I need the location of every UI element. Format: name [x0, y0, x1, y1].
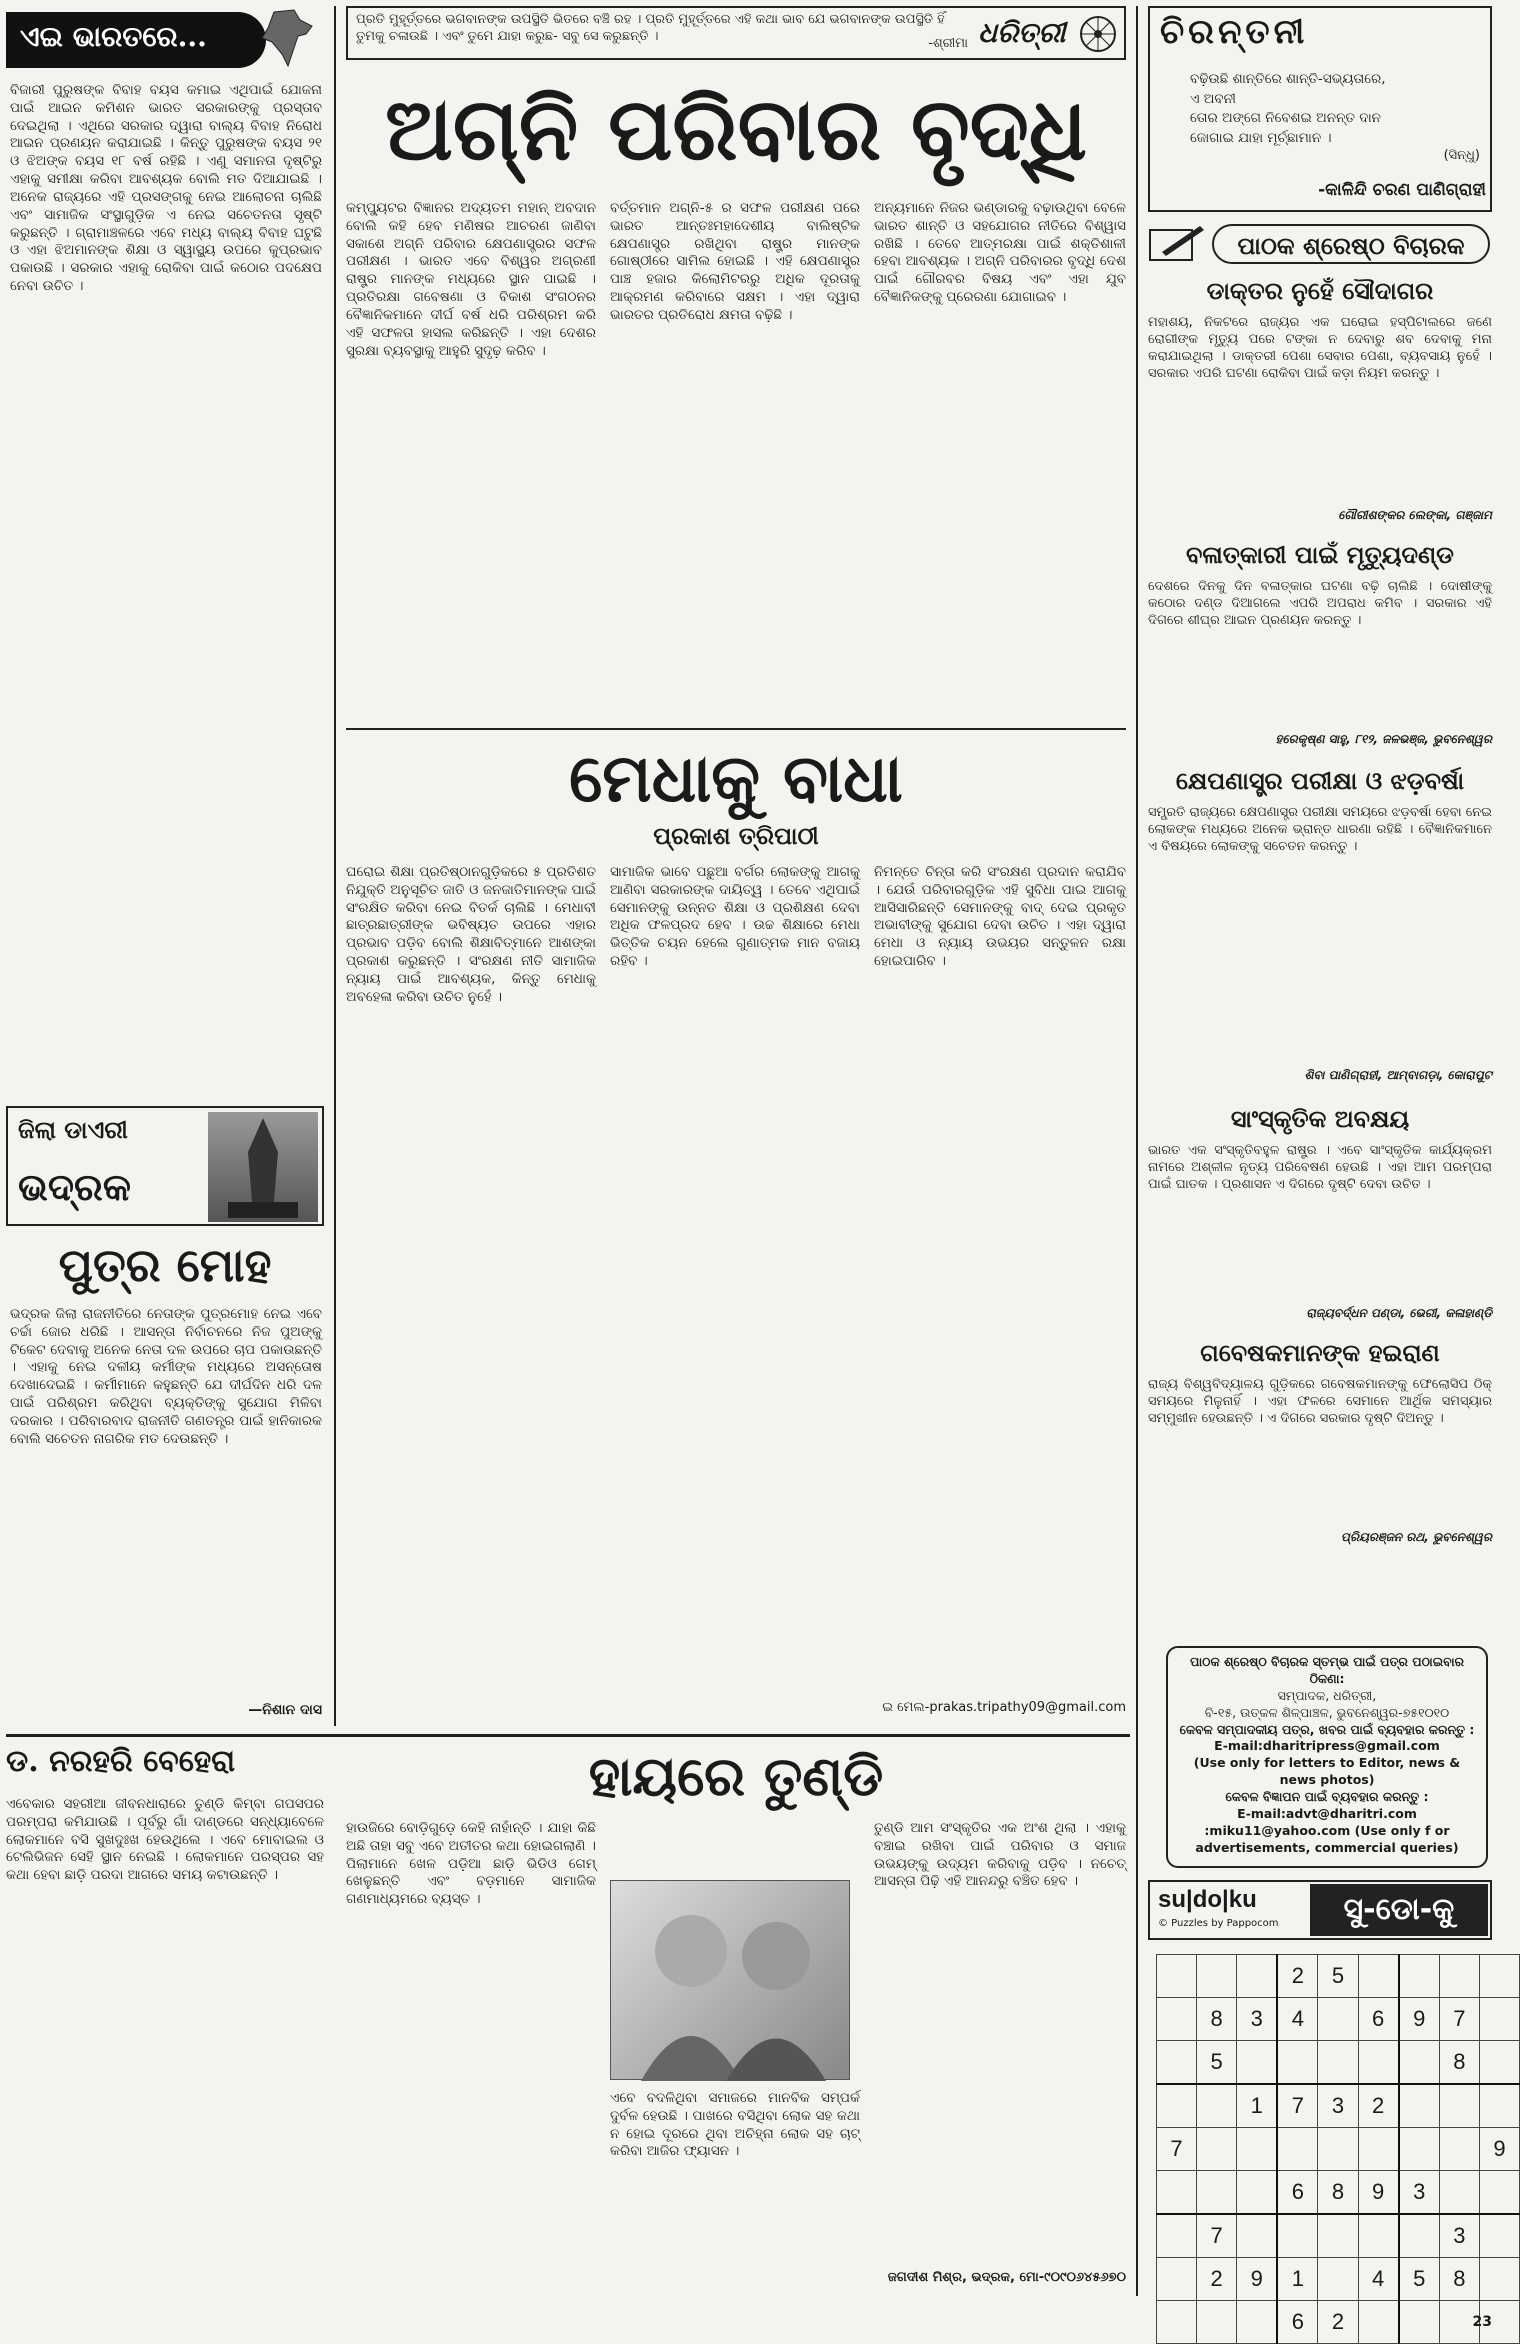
sudoku-cell[interactable] — [1399, 2128, 1440, 2171]
banner — [6, 6, 324, 72]
sudoku-cell[interactable]: 2 — [1358, 2084, 1399, 2128]
sudoku-cell[interactable] — [1237, 2214, 1278, 2258]
feature-email: ଇ ମେଲ-prakas.tripathy09@gmail.com — [882, 1700, 1126, 1715]
sudoku-credit: © Puzzles by Pappocom — [1158, 1918, 1279, 1929]
chakra-icon — [1078, 14, 1118, 54]
sudoku-cell[interactable] — [1157, 2301, 1197, 2344]
chirantani-tag: (ସିନ୍ଧୁ) — [1443, 148, 1480, 163]
sudoku-cell[interactable] — [1358, 1955, 1399, 1998]
letter-body: ସମ୍ପ୍ରତି ରାଜ୍ୟରେ କ୍ଷେପଣାସ୍ତ୍ର ପରୀକ୍ଷା ସମୟରେ ଝଡ଼ବର୍ଷା ହେବା ନେଇ ଲୋକଙ୍କ ମଧ୍ୟରେ ଅନେକ ଭ୍ରାନ୍ତ ଧାରଣା ରହିଛି । ବୈଜ୍ଞାନିକମାନେ ଏ ବିଷୟରେ ଲୋକଙ୍କୁ ସଚେତନ କରନ୍ତୁ । — [1148, 805, 1497, 855]
letter-body: ଦେଶରେ ଦିନକୁ ଦିନ ବଳାତ୍କାର ଘଟଣା ବଢ଼ି ଚାଲିଛି । ଦୋଷୀଙ୍କୁ କଠୋର ଦଣ୍ଡ ଦିଆଗଲେ ଏପରି ଅପରାଧ କମିବ । ସରକାର ଏହି ଦିଗରେ ଶୀଘ୍ର ଆଇନ ପ୍ରଣୟନ କରନ୍ତୁ । — [1148, 579, 1497, 629]
page-number: 23 — [1472, 2314, 1492, 2330]
editorial-headline: ଅଗ୍ନି ପରିବାର ବୃଦ୍ଧି — [384, 79, 1088, 180]
sudoku-cell[interactable]: 1 — [1277, 2258, 1318, 2301]
letter-headline: ଡାକ୍ତର ନୁହେଁ ସୌଦାଗର — [1206, 276, 1434, 305]
sudoku-cell[interactable]: 7 — [1277, 2084, 1318, 2128]
sudoku-cell[interactable] — [1197, 2128, 1237, 2171]
letter-signature: ଶିବା ପାଣିଗ୍ରାହୀ, ଆମ୍ବାଗଡ଼ା, କୋରାପୁଟ — [1304, 1068, 1492, 1082]
contact-line4: କେବଳ ବିଜ୍ଞାପନ ପାଇଁ ବ୍ୟବହାର କରନ୍ତୁ : — [1225, 1789, 1429, 1804]
letter-body: ରାଜ୍ୟ ବିଶ୍ୱବିଦ୍ୟାଳୟ ଗୁଡ଼ିକରେ ଗବେଷକମାନଙ୍କୁ ଫେଲୋସିପ ଠିକ୍ ସମୟରେ ମିଳୁନାହିଁ । ଏହା ଫଳରେ ସେମାନେ ଆର୍ଥିକ ସମସ୍ୟାର ସମ୍ମୁଖୀନ ହେଉଛନ୍ତି । ଏ ଦିଗରେ ସରକାର ଦୃଷ୍ଟି ଦିଅନ୍ତୁ । — [1148, 1377, 1497, 1427]
sudoku-cell[interactable]: 2 — [1197, 2258, 1237, 2301]
sudoku-cell[interactable] — [1318, 2258, 1358, 2301]
sudoku-cell[interactable]: 5 — [1197, 2041, 1237, 2085]
sudoku-cell[interactable] — [1157, 2171, 1197, 2215]
sudoku-cell[interactable] — [1479, 2041, 1519, 2085]
sudoku-cell[interactable]: 1 — [1237, 2084, 1278, 2128]
editorial-col2: ବର୍ତ୍ତମାନ ଅଗ୍ନି-୫ ର ସଫଳ ପରୀକ୍ଷଣ ପରେ ଭାରତ ଆନ୍ତଃମହାଦେଶୀୟ ବାଲିଷ୍ଟିକ କ୍ଷେପଣାସ୍ତ୍ର ରଖିଥିବା ରାଷ୍ଟ୍ର ମାନଙ୍କ ଗୋଷ୍ଠୀରେ ସାମିଲ ହୋଇଛି । ଏହି କ୍ଷେପଣାସ୍ତ୍ର ପାଞ୍ଚ ହଜାର କିଲୋମିଟରରୁ ଅଧିକ ଦୂରତାକୁ ଆକ୍ରମଣ କରିବାରେ ସକ୍ଷମ । ଏହା ଦ୍ୱାରା ଭାରତର ପ୍ରତିରୋଧ କ୍ଷମତା ବଢ଼ିଛି । — [610, 200, 865, 323]
sudoku-cell[interactable]: 6 — [1277, 2171, 1318, 2215]
temple-icon — [208, 1112, 318, 1222]
sudoku-cell[interactable] — [1439, 1955, 1479, 1998]
sudoku-cell[interactable] — [1157, 1998, 1197, 2041]
sudoku-cell[interactable] — [1237, 2171, 1278, 2215]
sudoku-grid — [1156, 1954, 1520, 2344]
sudoku-cell[interactable] — [1399, 2041, 1440, 2085]
sudoku-cell[interactable] — [1479, 2214, 1519, 2258]
sudoku-cell[interactable]: 7 — [1197, 2214, 1237, 2258]
chirantani-author: -କାଳିନ୍ଦି ଚରଣ ପାଣିଗ୍ରାହୀ — [1318, 180, 1486, 200]
left-column — [6, 6, 327, 1726]
feature-headline: ମେଧାକୁ ବାଧା — [569, 740, 903, 817]
sudoku-cell[interactable] — [1318, 1998, 1358, 2041]
sudoku-cell[interactable] — [1439, 2171, 1479, 2215]
sudoku-cell[interactable] — [1277, 2128, 1318, 2171]
letter-headline: ଗବେଷକମାନଙ୍କ ହଇରାଣ — [1200, 1338, 1440, 1367]
sudoku-cell[interactable]: 5 — [1318, 1955, 1358, 1998]
sudoku-cell[interactable]: 3 — [1399, 2171, 1440, 2215]
sudoku-cell[interactable] — [1157, 2084, 1197, 2128]
sudoku-cell[interactable] — [1157, 2214, 1197, 2258]
letter-headline: ବଳାତ୍କାରୀ ପାଇଁ ମୃତ୍ୟୁଦଣ୍ଡ — [1186, 540, 1454, 569]
sudoku-cell[interactable] — [1197, 2171, 1237, 2215]
contact-box — [1166, 1646, 1488, 1868]
sudoku-cell[interactable] — [1479, 1955, 1519, 1998]
bottom-center-byline: ଜଗଦୀଶ ମିଶ୍ର, ଭଦ୍ରକ, ମୋ-୯୦୯୦୬୪୫୬୭୦ — [887, 2270, 1126, 2285]
sudoku-cell[interactable]: 6 — [1277, 2301, 1318, 2344]
sudoku-cell[interactable] — [1157, 1955, 1197, 1998]
bottom-left-headline: ଡ. ନରହରି ବେହେରା — [6, 1744, 236, 1779]
contact-title: ପାଠକ ଶ୍ରେଷ୍ଠ ବିଚାରକ ସ୍ତମ୍ଭ ପାଇଁ ପତ୍ର ପଠାଇବାର ଠିକଣା: — [1189, 1654, 1465, 1686]
editorial-col3: ଅନ୍ୟମାନେ ନିଜର ଭଣ୍ଡାରକୁ ବଢ଼ାଉଥିବା ବେଳେ ଭାରତ ଶାନ୍ତି ଓ ସହଯୋଗର ନୀତିରେ ବିଶ୍ୱାସ ରଖିଛି । ତେବେ ଆତ୍ମରକ୍ଷା ପାଇଁ ଶକ୍ତିଶାଳୀ ହେବା ଆବଶ୍ୟକ । ଅଗ୍ନି ପରିବାରର ବୃଦ୍ଧି ଦେଶ ପାଇଁ ଗୌରବର ବିଷୟ ଏବଂ ଏହା ଯୁବ ବୈଜ୍ଞାନିକଙ୍କୁ ପ୍ରେରଣା ଯୋଗାଇବ । — [874, 200, 1131, 306]
sudoku-cell[interactable]: 9 — [1358, 2171, 1399, 2215]
sudoku-cell[interactable] — [1399, 2301, 1440, 2344]
sudoku-cell[interactable]: 5 — [1399, 2258, 1440, 2301]
sudoku-cell[interactable]: 7 — [1157, 2128, 1197, 2171]
sudoku-cell[interactable] — [1318, 2214, 1358, 2258]
sudoku-cell[interactable] — [1197, 2084, 1237, 2128]
chirantani-poem: ବଢ଼ିଉଛି ଶାନ୍ତିରେ ଶାନ୍ତି-ସଭ୍ୟତାରେ, ଏ ଅବନୀ ତୋର ଅଙ୍ଗେ ନିବେଶଇ ଅନନ୍ତ ଦାନ ଜୋଗାଇ ଯାହା ମୂର୍ଚ୍ଛାମାନ । — [1190, 71, 1386, 146]
sudoku-cell[interactable] — [1399, 2214, 1440, 2258]
sudoku-title-odia: ସୁ-ଡୋ-କୁ — [1310, 1884, 1488, 1936]
sudoku-cell[interactable] — [1479, 2084, 1519, 2128]
letters-list — [1148, 276, 1497, 1636]
sudoku-cell[interactable] — [1399, 1955, 1440, 1998]
sudoku-cell[interactable] — [1358, 2041, 1399, 2085]
diary-article: ଭଦ୍ରକ ଜିଲା ରାଜନୀତିରେ ନେତାଙ୍କ ପୁତ୍ରମୋହ ନେଇ ଏବେ ଚର୍ଚ୍ଚା ଜୋର ଧରିଛି । ଆସନ୍ତା ନିର୍ବାଚନରେ ନିଜ ପୁଅଙ୍କୁ ଟିକେଟ ଦେବାକୁ ଅନେକ ନେତା ଦଳ ଉପରେ ଚାପ ପକାଉଛନ୍ତି । ଏହାକୁ ନେଇ ଦଳୀୟ କର୍ମୀଙ୍କ ମଧ୍ୟରେ ଅସନ୍ତୋଷ ଦେଖାଦେଇଛି । କର୍ମୀମାନେ କହୁଛନ୍ତି ଯେ ଦୀର୍ଘଦିନ ଧରି ଦଳ ପାଇଁ ପରିଶ୍ରମ କରିଥିବା ବ୍ୟକ୍ତିଙ୍କୁ ସୁଯୋଗ ମିଳିବା ଦରକାର । ପରିବାରବାଦ ରାଜନୀତି ଗଣତନ୍ତ୍ର ପାଇଁ ହାନିକାରକ ବୋଲି ସଚେତନ ନାଗରିକ ମତ ଦେଉଛନ୍ତି । — [10, 1306, 327, 1447]
sudoku-cell[interactable] — [1358, 2301, 1399, 2344]
sudoku-cell[interactable]: 3 — [1237, 1998, 1278, 2041]
contact-email-1[interactable]: E-mail:dharitripress@gmail.com — [1214, 1738, 1440, 1754]
sudoku-cell[interactable] — [1479, 1998, 1519, 2041]
right-divider — [1136, 6, 1138, 2296]
diary-label: ଜିଲା ଡାଏରୀ — [18, 1116, 128, 1144]
contact-email-2[interactable]: E-mail:advt@dharitri.com — [1237, 1805, 1417, 1821]
sudoku-cell[interactable]: 3 — [1318, 2084, 1358, 2128]
sudoku-cell[interactable]: 2 — [1277, 1955, 1318, 1998]
diary-byline: —ନିଶାନ ଦାସ — [248, 1702, 322, 1718]
feature-col1: ଘରୋଇ ଶିକ୍ଷା ପ୍ରତିଷ୍ଠାନଗୁଡ଼ିକରେ ୫ ପ୍ରତିଶତ ନିଯୁକ୍ତି ଅନୁସୂଚିତ ଜାତି ଓ ଜନଜାତିମାନଙ୍କ ପାଇଁ ସଂରକ୍ଷିତ କରିବା ନେଇ ବିତର୍କ ଚାଲିଛି । ମେଧାବୀ ଛାତ୍ରଛାତ୍ରୀଙ୍କ ଭବିଷ୍ୟତ ଉପରେ ଏହାର ପ୍ରଭାବ ପଡ଼ିବ ବୋଲି ଶିକ୍ଷାବିତ୍ମାନେ ଆଶଙ୍କା ପ୍ରକାଶ କରୁଛନ୍ତି । ସଂରକ୍ଷଣ ନୀତି ସାମାଜିକ ନ୍ୟାୟ ପାଇଁ ଆବଶ୍ୟକ, କିନ୍ତୁ ମେଧାକୁ ଅବହେଳା କରିବା ଉଚିତ ନୁହେଁ । — [346, 864, 601, 1005]
contact-line1: ସମ୍ପାଦକ, ଧରିତ୍ରୀ, — [1277, 1687, 1377, 1703]
diary-headline: ପୁତ୍ର ମୋହ — [58, 1238, 272, 1292]
pen-icon — [1148, 222, 1208, 266]
quote-text: ପ୍ରତି ମୁହୂର୍ତ୍ତରେ ଭଗବାନଙ୍କ ଉପସ୍ଥିତି ଭିତରେ ବଞ୍ଚି ରହ । ପ୍ରତି ମୁହୂର୍ତ୍ତରେ ଏହି କଥା ଭାବ ଯେ ଭଗବାନଙ୍କ ଉପସ୍ଥିତି ହିଁ ତୁମକୁ ଚଳାଉଛି । ଏବଂ ତୁମେ ଯାହା କରୁଛ- ସବୁ ସେ କରୁଛନ୍ତି । — [356, 12, 945, 44]
sudoku-header — [1148, 1880, 1492, 1940]
chirantani-title: ଚିରନ୍ତନୀ — [1160, 12, 1309, 52]
contact-line3: କେବଳ ସମ୍ପାଦକୀୟ ପତ୍ର, ଖବର ପାଇଁ ବ୍ୟବହାର କରନ୍ତୁ : — [1179, 1721, 1475, 1737]
sudoku-cell[interactable] — [1479, 2171, 1519, 2215]
bottom-center-col1: ହାଉଜିରେ ବୋଡ଼ିଗୁଡ଼େ କେହି ନାହାଁନ୍ତି । ଯାହା କିଛି ଅଛି ତାହା ସବୁ ଏବେ ଅତୀତର କଥା ହୋଇଗଲାଣି । ପିଲାମାନେ ଖେଳ ପଡ଼ିଆ ଛାଡ଼ି ଭିଡିଓ ଗେମ୍ ଖେଳୁଛନ୍ତି ଏବଂ ବଡ଼ମାନେ ସାମାଜିକ ଗଣମାଧ୍ୟମରେ ବ୍ୟସ୍ତ । — [346, 1820, 601, 1908]
banner-title: ଏଇ ଭାରତରେ... — [20, 20, 207, 53]
sudoku-cell[interactable] — [1318, 2128, 1358, 2171]
sudoku-cell[interactable] — [1197, 2301, 1237, 2344]
sudoku-cell[interactable]: 8 — [1197, 1998, 1237, 2041]
chirantani-box — [1148, 6, 1492, 212]
letter-signature: ହରେକୃଷ୍ଣ ସାହୁ, ୮୧୨, ଜଳଭଞ୍ଜ, ଭୁବନେଶ୍ୱର — [1275, 732, 1492, 746]
sudoku-cell[interactable] — [1439, 2084, 1479, 2128]
bottom-rule — [6, 1734, 1130, 1737]
sudoku-cell[interactable] — [1358, 2214, 1399, 2258]
letter-body: ମହାଶୟ, ନିକଟରେ ରାଜ୍ୟର ଏକ ଘରୋଇ ହସ୍ପିଟାଲରେ ଜଣେ ରୋଗୀଙ୍କ ମୃତ୍ୟୁ ପରେ ଟଙ୍କା ନ ଦେବାରୁ ଶବ ଦେବାକୁ ମନା କରାଯାଇଥିଲା । ଡାକ୍ତରୀ ପେଶା ସେବାର ପେଶା, ବ୍ୟବସାୟ ନୁହେଁ । ସରକାର ଏପରି ଘଟଣା ରୋକିବା ପାଇଁ କଡ଼ା ନିୟମ କରନ୍ତୁ । — [1148, 315, 1497, 382]
district-diary-box — [6, 1106, 324, 1226]
left-main-article: ବିଜାରୀ ପୁରୁଷଙ୍କ ବିବାହ ବୟସ କମାଇ ଏଥିପାଇଁ ଯୋଜନା ପାଇଁ ଆଇନ କମିଶନ ଭାରତ ସରକାରଙ୍କୁ ପ୍ରସ୍ତାବ ଦେଇଥିଲା । ଏଥିରେ ସରକାର ଦ୍ୱାରା ବାଲ୍ୟ ବିବାହ ନିରୋଧ ଆଇନ ପ୍ରଣୟନ କରାଯାଇଛି । କିନ୍ତୁ ପୁରୁଷଙ୍କ ବୟସ ୨୧ ଓ ଝିଅଙ୍କ ବୟସ ୧୮ ବର୍ଷ ରହିଛି । ଏଣୁ ସମାନତା ଦୃଷ୍ଟିରୁ ଏହାକୁ ସମୀକ୍ଷା କରିବା ଆବଶ୍ୟକ ବୋଲି ମତ ଦିଆଯାଇଛି । ଅନେକ ରାଜ୍ୟରେ ଏହି ପ୍ରସଙ୍ଗକୁ ନେଇ ଆଲୋଚନା ଚାଲିଛି ଏବଂ ସାମାଜିକ ସଂସ୍ଥାଗୁଡ଼ିକ ଏ ନେଇ ସଚେତନତା ସୃଷ୍ଟି କରୁଛନ୍ତି । ଗ୍ରାମାଞ୍ଚଳରେ ଏବେ ମଧ୍ୟ ବାଲ୍ୟ ବିବାହ ଘଟୁଛି ଓ ଏହା ଝିଅମାନଙ୍କ ଶିକ୍ଷା ଓ ସ୍ୱାସ୍ଥ୍ୟ ଉପରେ କୁପ୍ରଭାବ ପକାଉଛି । ସରକାର ଏହାକୁ ରୋକିବା ପାଇଁ କଠୋର ପଦକ୍ଷେପ ନେବା ଉଚିତ । — [10, 82, 327, 294]
letter-signature: ପ୍ରିୟରଞ୍ଜନ ରଥ, ଭୁବନେଶ୍ୱର — [1340, 1530, 1492, 1544]
sudoku-cell[interactable] — [1399, 2084, 1440, 2128]
feature-author: ପ୍ରକାଶ ତ୍ରିପାଠୀ — [653, 822, 819, 850]
bottom-center-headline: ହାୟରେ ତୁଣ୍ଡି — [588, 1744, 884, 1808]
left-divider — [334, 6, 336, 1726]
sudoku-logo: su|do|ku — [1158, 1886, 1257, 1913]
two-women-photo — [610, 1880, 850, 2080]
sudoku-cell[interactable] — [1237, 2041, 1278, 2085]
sudoku-cell[interactable] — [1237, 2128, 1278, 2171]
sudoku-cell[interactable] — [1439, 2128, 1479, 2171]
sudoku-cell[interactable] — [1277, 2041, 1318, 2085]
letter-signature: ରାଜ୍ୟବର୍ଦ୍ଧନ ପଣ୍ଡା, ଭେରୀ, କଳାହାଣ୍ଡି — [1306, 1306, 1492, 1320]
bottom-left-article: ଏବେକାର ସହରୀଆ ଜୀବନଧାରାରେ ତୁଣ୍ଡି କିମ୍ବା ଗପସପର ପରମ୍ପରା କମିଯାଉଛି । ପୂର୍ବରୁ ଗାଁ ଦାଣ୍ଡରେ ସନ୍ଧ୍ୟାବେଳେ ଲୋକମାନେ ବସି ସୁଖଦୁଃଖ ହେଉଥିଲେ । ଏବେ ମୋବାଇଲ ଓ ଟେଲିଭିଜନ ସେହି ସ୍ଥାନ ନେଇଛି । ଲୋକମାନେ ପରସ୍ପର ସହ କଥା ହେବା ଛାଡ଼ି ପରଦା ଆଗରେ ସମୟ କଟାଉଛନ୍ତି । — [6, 1796, 329, 1884]
letter-headline: ସାଂସ୍କୃତିକ ଅବକ୍ଷୟ — [1230, 1104, 1410, 1133]
sudoku-cell[interactable] — [1237, 2301, 1278, 2344]
diary-district: ଭଦ୍ରକ — [18, 1164, 131, 1209]
sudoku-cell[interactable] — [1358, 2128, 1399, 2171]
letter-body: ଭାରତ ଏକ ସଂସ୍କୃତିବହୁଳ ରାଷ୍ଟ୍ର । ଏବେ ସାଂସ୍କୃତିକ କାର୍ଯ୍ୟକ୍ରମ ନାମରେ ଅଶ୍ଳୀଳ ନୃତ୍ୟ ପରିବେଷଣ ହେଉଛି । ଏହା ଆମ ପରମ୍ପରା ପାଇଁ ଘାତକ । ପ୍ରଶାସନ ଏ ଦିଗରେ ଦୃଷ୍ଟି ଦେବା ଉଚିତ । — [1148, 1143, 1497, 1193]
india-map-icon — [254, 8, 320, 70]
sudoku-cell[interactable]: 2 — [1318, 2301, 1358, 2344]
sudoku-cell[interactable] — [1277, 2214, 1318, 2258]
sudoku-cell[interactable]: 3 — [1439, 2214, 1479, 2258]
letter-headline: କ୍ଷେପଣାସ୍ତ୍ର ପରୀକ୍ଷା ଓ ଝଡ଼ବର୍ଷା — [1175, 766, 1465, 795]
contact-note-1: (Use only for letters to Editor, news & news photos) — [1193, 1755, 1461, 1788]
sudoku-cell[interactable]: 4 — [1277, 1998, 1318, 2041]
sudoku-cell[interactable]: 9 — [1399, 1998, 1440, 2041]
sudoku-cell[interactable] — [1479, 2258, 1519, 2301]
sudoku-cell[interactable]: 4 — [1358, 2258, 1399, 2301]
sudoku-cell[interactable]: 6 — [1358, 1998, 1399, 2041]
reader-banner-title: ପାଠକ ଶ୍ରେଷ୍ଠ ବିଚାରକ — [1212, 224, 1490, 264]
sudoku-cell[interactable] — [1157, 2258, 1197, 2301]
sudoku-cell[interactable] — [1157, 2041, 1197, 2085]
feature-col3: ନିମନ୍ତେ ଚିନ୍ତା କରି ସଂରକ୍ଷଣ ପ୍ରଦାନ କରାଯିବ । ଯେଉଁ ପରିବାରଗୁଡ଼ିକ ଏହି ସୁବିଧା ପାଇ ଆଗକୁ ଆସିସାରିଛନ୍ତି ସେମାନଙ୍କୁ ବାଦ୍ ଦେଇ ପ୍ରକୃତ ଅଭାବୀଙ୍କୁ ସୁଯୋଗ ଦେବା ଉଚିତ । ଏହା ଦ୍ୱାରା ମେଧା ଓ ନ୍ୟାୟ ଉଭୟର ସନ୍ତୁଳନ ରକ୍ଷା ହୋଇପାରିବ । — [874, 864, 1131, 970]
sudoku-cell[interactable] — [1318, 2041, 1358, 2085]
brand-logo: ଧରିତ୍ରୀ — [978, 16, 1066, 49]
sudoku-cell[interactable]: 8 — [1439, 2041, 1479, 2085]
contact-line2: ବି-୧୫, ଉତ୍କଳ ଶିଳ୍ପାଞ୍ଚଳ, ଭୁବନେଶ୍ୱର-୭୫୧୦୧୦ — [1204, 1704, 1450, 1720]
bottom-center-col3: ତୁଣ୍ଡି ଆମ ସଂସ୍କୃତିର ଏକ ଅଂଶ ଥିଲା । ଏହାକୁ ବଞ୍ଚାଇ ରଖିବା ପାଇଁ ପରିବାର ଓ ସମାଜ ଉଭୟଙ୍କୁ ଉଦ୍ୟମ କରିବାକୁ ପଡ଼ିବ । ନଚେତ୍ ଆସନ୍ତା ପିଢ଼ି ଏହି ଆନନ୍ଦରୁ ବଞ୍ଚିତ ହେବ । — [874, 1820, 1131, 1890]
reader-banner — [1148, 222, 1492, 266]
bottom-center-col2: ଏବେ ବଦଳିଥିବା ସମାଜରେ ମାନବିକ ସମ୍ପର୍କ ଦୁର୍ବଳ ହେଉଛି । ପାଖରେ ବସିଥିବା ଲୋକ ସହ କଥା ନ ହୋଇ ଦୂରରେ ଥିବା ଅଚିହ୍ନା ଲୋକ ସହ ଚାଟ୍ କରିବା ଆଜିର ଫ୍ୟାସନ । — [610, 2090, 865, 2160]
sudoku-cell[interactable]: 7 — [1439, 1998, 1479, 2041]
quote-author: -ଶ୍ରୀମା — [928, 36, 968, 51]
editorial-col1: କମ୍ପ୍ୟୁଟର ବିଜ୍ଞାନର ଅଦ୍ୟତମ ମହାନ୍ ଅବଦାନ ବୋଲି କହି ହେବ ମଣିଷର ଆଚରଣ ଜାଣିବା ସକାଶେ ଅଗ୍ନି ପରିବାର କ୍ଷେପଣାସ୍ତ୍ରର ସଫଳ ପରୀକ୍ଷଣ । ଭାରତ ଏବେ ବିଶ୍ୱର ଅଗ୍ରଣୀ ରାଷ୍ଟ୍ର ମାନଙ୍କ ମଧ୍ୟରେ ସ୍ଥାନ ପାଇଛି । ପ୍ରତିରକ୍ଷା ଗବେଷଣା ଓ ବିକାଶ ସଂଗଠନର ବୈଜ୍ଞାନିକମାନେ ଦୀର୍ଘ ବର୍ଷ ଧରି ପରିଶ୍ରମ କରି ଏହି ସଫଳତା ହାସଲ କରିଛନ୍ତି । ଏହା ଦେଶର ସୁରକ୍ଷା ବ୍ୟବସ୍ଥାକୁ ଆହୁରି ସୁଦୃଢ଼ କରିବ । — [346, 200, 601, 359]
sudoku-cell[interactable] — [1197, 1955, 1237, 1998]
sudoku-cell[interactable]: 8 — [1439, 2258, 1479, 2301]
sudoku-cell[interactable]: 9 — [1479, 2128, 1519, 2171]
editorial-bottom-rule — [346, 728, 1126, 730]
sudoku-cell[interactable]: 8 — [1318, 2171, 1358, 2215]
contact-email-3[interactable]: :miku11@yahoo.com (Use only f or advertisements, commercial queries) — [1195, 1822, 1459, 1855]
letter-signature: ଗୌରୀଶଙ୍କର ଲେଙ୍କା, ଗଞ୍ଜାମ — [1338, 508, 1492, 522]
feature-col2: ସାମାଜିକ ଭାବେ ପଛୁଆ ବର୍ଗର ଲୋକଙ୍କୁ ଆଗକୁ ଆଣିବା ସରକାରଙ୍କ ଦାୟିତ୍ୱ । ତେବେ ଏଥିପାଇଁ ସେମାନଙ୍କୁ ଉନ୍ନତ ଶିକ୍ଷା ଓ ପ୍ରଶିକ୍ଷଣ ଦେବା ଅଧିକ ଫଳପ୍ରଦ ହେବ । ଉଚ୍ଚ ଶିକ୍ଷାରେ ମେଧା ଭିତ୍ତିକ ଚୟନ ହେଲେ ଗୁଣାତ୍ମକ ମାନ ବଜାୟ ରହିବ । — [610, 864, 865, 970]
sudoku-cell[interactable] — [1237, 1955, 1278, 1998]
quote-box — [346, 6, 1126, 60]
sudoku-cell[interactable]: 9 — [1237, 2258, 1278, 2301]
